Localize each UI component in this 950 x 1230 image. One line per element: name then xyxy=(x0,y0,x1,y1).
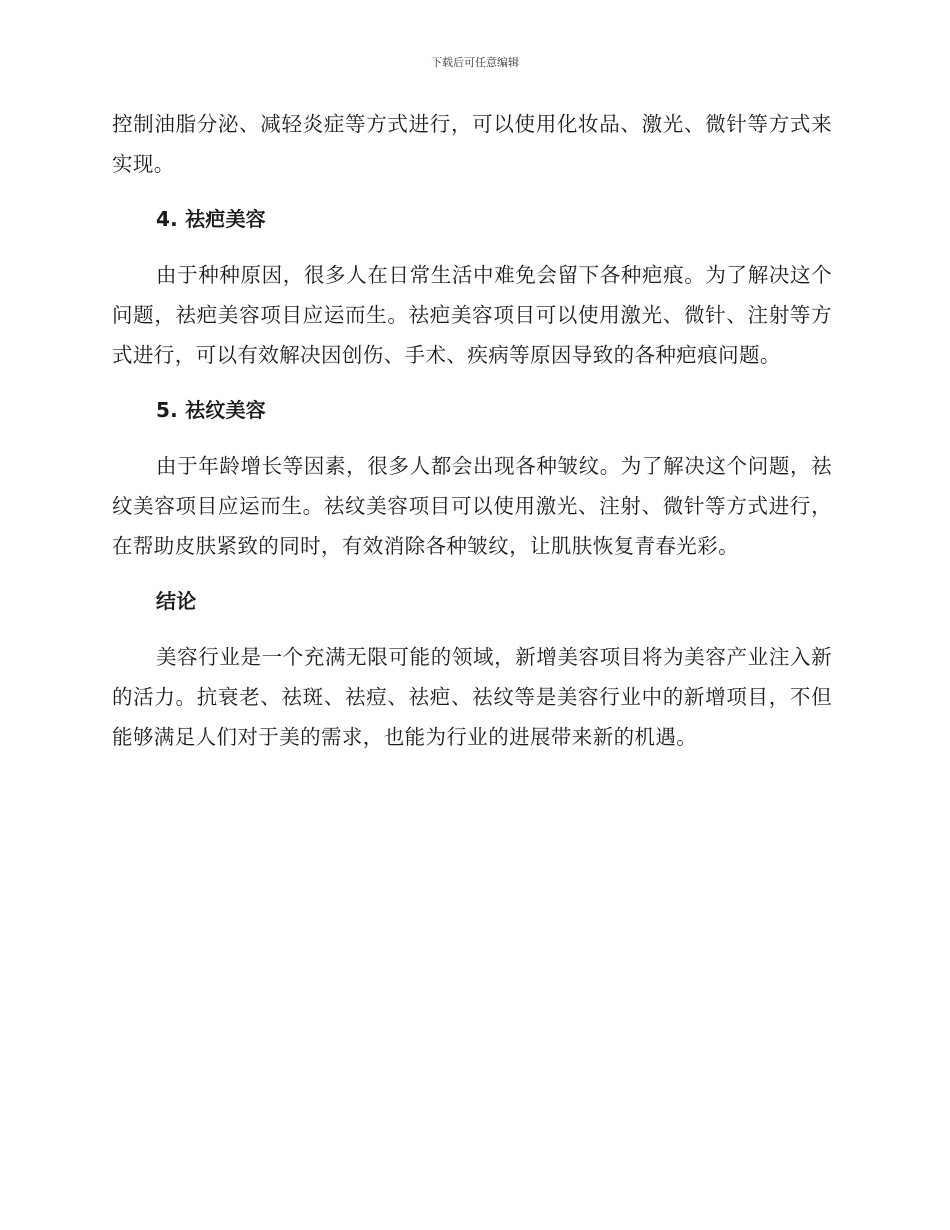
page-header: 下载后可任意编辑 xyxy=(431,56,519,69)
section-heading-scar-removal: 4. 祛疤美容 xyxy=(156,207,266,231)
paragraph-continued: 控制油脂分泌、减轻炎症等方式进行，可以使用化妆品、激光、微针等方式来实现。 xyxy=(112,112,832,176)
document-body xyxy=(112,104,832,772)
section-heading-wrinkle-removal: 5. 祛纹美容 xyxy=(156,398,266,422)
paragraph-scar-removal: 由于种种原因，很多人在日常生活中难免会留下各种疤痕。为了解决这个问题，祛疤美容项目应运而生。祛疤美容项目可以使用激光、微针、注射等方式进行，可以有效解决因创伤、手术、疾病等原因导致的各种疤痕问题。 xyxy=(112,263,832,367)
paragraph-wrinkle-removal: 由于年龄增长等因素，很多人都会出现各种皱纹。为了解决这个问题，祛纹美容项目应运而生。祛纹美容项目可以使用激光、注射、微针等方式进行，在帮助皮肤紧致的同时，有效消除各种皱纹，让肌肤恢复青春光彩。 xyxy=(112,454,832,558)
section-heading-conclusion: 结论 xyxy=(156,589,197,613)
paragraph-conclusion: 美容行业是一个充满无限可能的领域，新增美容项目将为美容产业注入新的活力。抗衰老、祛斑、祛痘、祛疤、祛纹等是美容行业中的新增项目，不但能够满足人们对于美的需求，也能为行业的进展带来新的机遇。 xyxy=(112,645,832,749)
